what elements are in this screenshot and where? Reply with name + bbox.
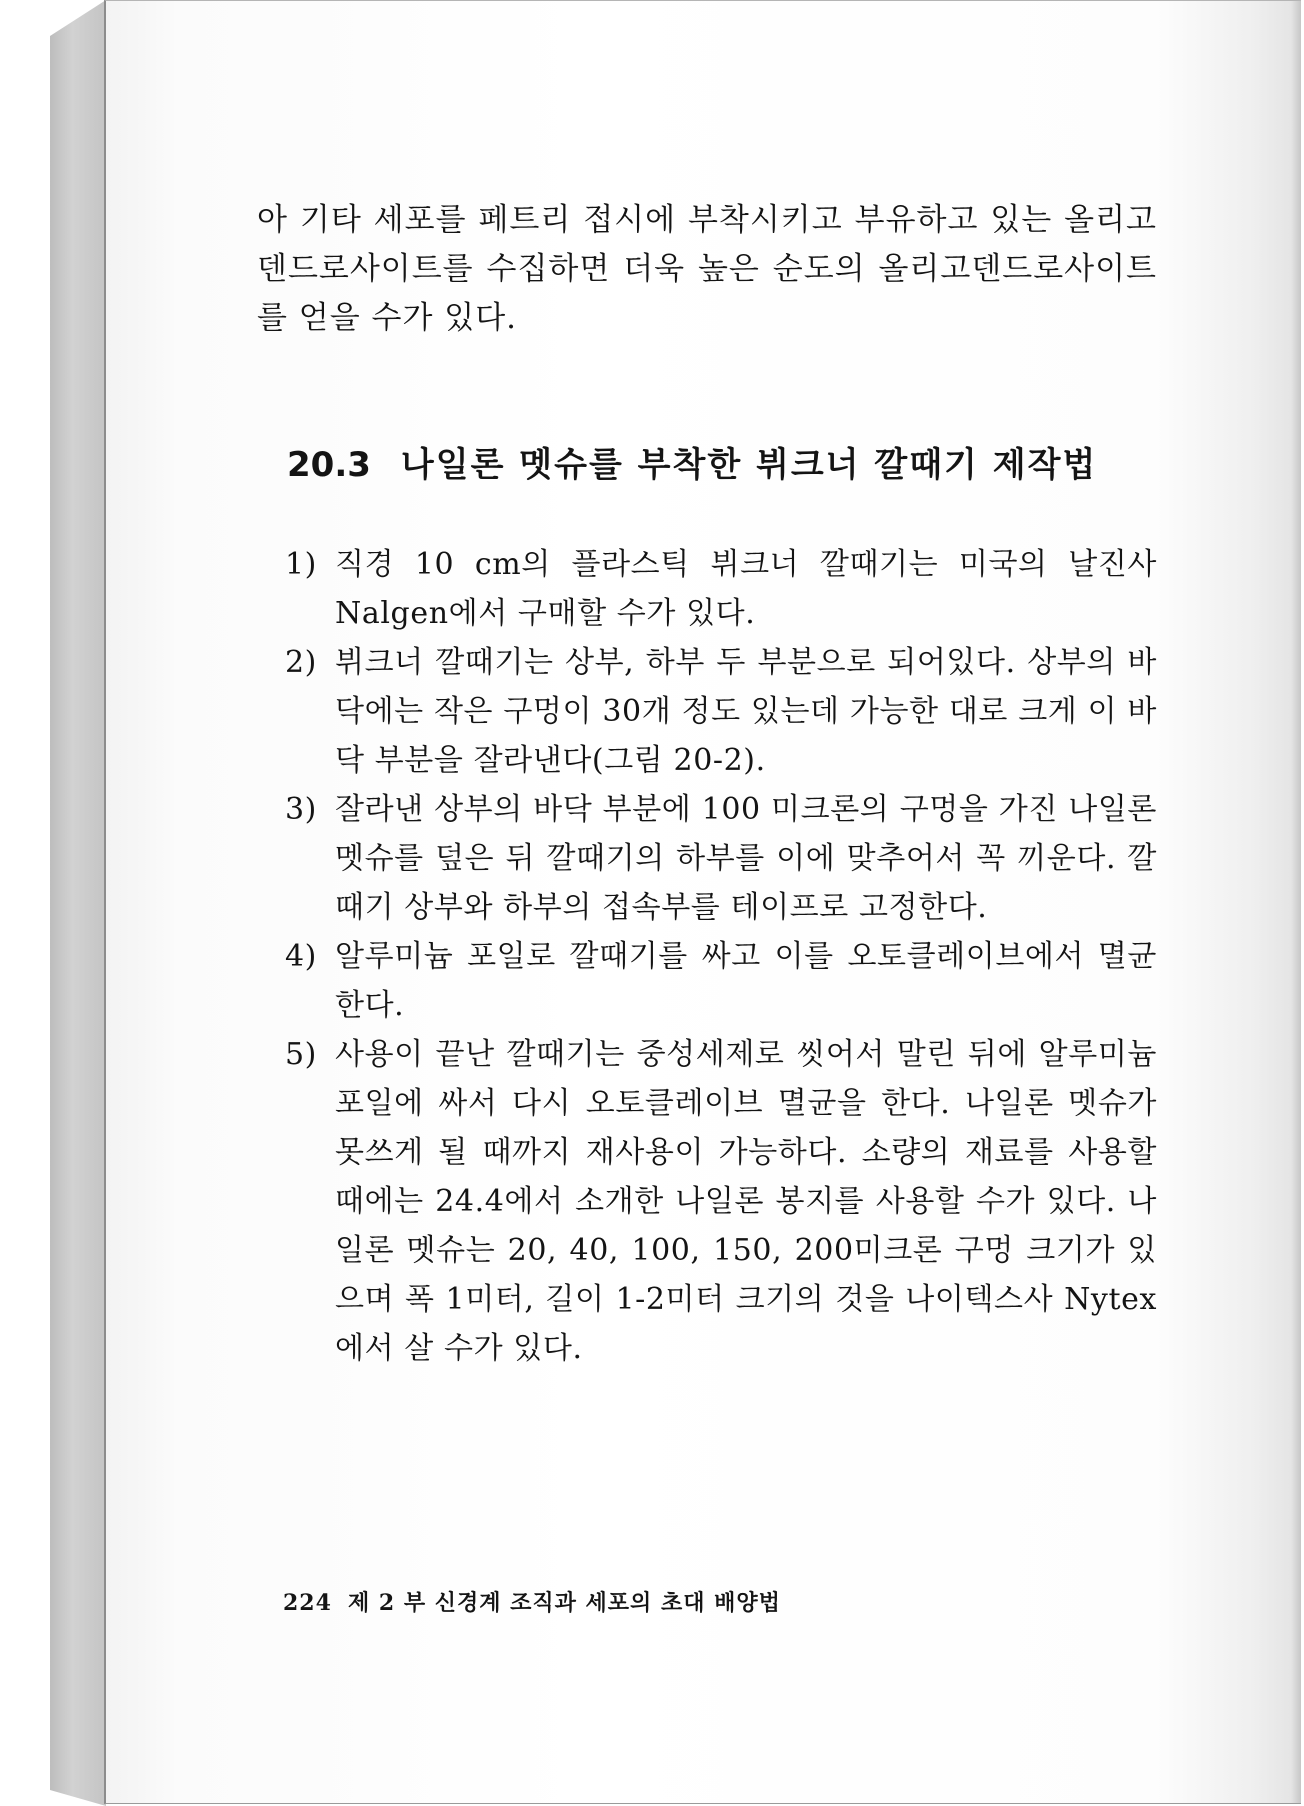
step-number: 3) bbox=[285, 792, 317, 827]
step-number: 2) bbox=[285, 645, 317, 680]
step-3 bbox=[287, 785, 1157, 932]
page-number: 224 bbox=[283, 1590, 332, 1616]
step-1 bbox=[287, 540, 1157, 638]
page-edge-shadow bbox=[1291, 1, 1301, 1803]
page-footer bbox=[283, 1588, 781, 1618]
step-text: 직경 10 cm의 플라스틱 뷔크너 깔때기는 미국의 날진사 Nalgen에서 구매할 수가 있다. bbox=[335, 547, 1157, 631]
step-number: 1) bbox=[285, 547, 317, 582]
section-title: 나일론 멧슈를 부착한 뷔크너 깔때기 제작법 bbox=[400, 445, 1098, 485]
step-4 bbox=[287, 932, 1157, 1030]
step-number: 5) bbox=[285, 1037, 317, 1072]
procedure-steps bbox=[287, 540, 1157, 1373]
step-2 bbox=[287, 638, 1157, 785]
step-text: 사용이 끝난 깔때기는 중성세제로 씻어서 말린 뒤에 알루미늄 포일에 싸서 다시 오토클레이브 멸균을 한다. 나일론 멧슈가 못쓰게 될 때까지 재사용이 가능하다. 소량의 재료를 사용할 때에는 24.4에서 소개한 나일론 봉지를 사용할 수가 있다. 나일론 멧슈는 20, 40, 100, 150, 200미크론 구멍 크기가 있으며 폭 1미터, 길이 1-2미터 크기의 것을 나이텍스사 Nytex에서 살 수가 있다. bbox=[335, 1037, 1157, 1366]
intro-paragraph: 아 기타 세포를 페트리 접시에 부착시키고 부유하고 있는 올리고덴드로사이트를 수집하면 더욱 높은 순도의 올리고덴드로사이트를 얻을 수가 있다. bbox=[257, 202, 1157, 336]
section-number: 20.3 bbox=[287, 445, 371, 485]
step-text: 뷔크너 깔때기는 상부, 하부 두 부분으로 되어있다. 상부의 바닥에는 작은 구멍이 30개 정도 있는데 가능한 대로 크게 이 바닥 부분을 잘라낸다(그림 20-2). bbox=[335, 645, 1157, 778]
step-number: 4) bbox=[285, 939, 317, 974]
step-text: 알루미늄 포일로 깔때기를 싸고 이를 오토클레이브에서 멸균한다. bbox=[335, 939, 1157, 1023]
running-title: 제 2 부 신경계 조직과 세포의 초대 배양법 bbox=[347, 1590, 781, 1616]
step-5 bbox=[287, 1030, 1157, 1373]
section-heading bbox=[287, 440, 1157, 490]
step-text: 잘라낸 상부의 바닥 부분에 100 미크론의 구멍을 가진 나일론 멧슈를 덮은 뒤 깔때기의 하부를 이에 맞추어서 꼭 끼운다. 깔때기 상부와 하부의 접속부를 테이프로 고정한다. bbox=[335, 792, 1157, 925]
book-spine bbox=[50, 0, 106, 1806]
